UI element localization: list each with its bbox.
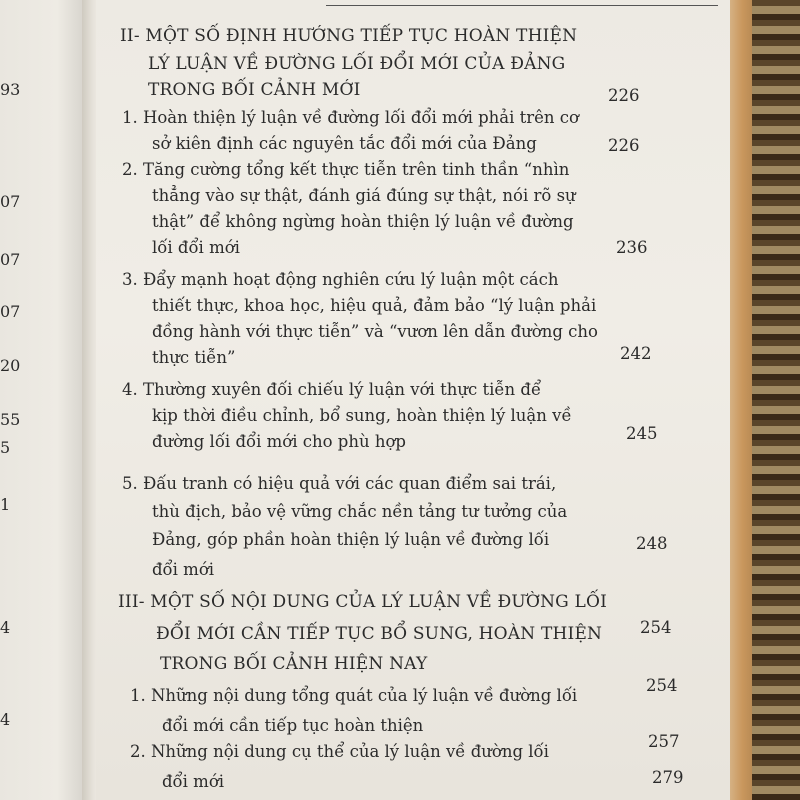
- entry-line: sở kiên định các nguyên tắc đổi mới của Đảng: [152, 134, 537, 153]
- toc-page: [96, 0, 730, 800]
- left-page-number: 55: [0, 410, 21, 429]
- left-page-number: 20: [0, 356, 21, 375]
- entry-line: thẳng vào sự thật, đánh giá đúng sự thật, nói rõ sự: [152, 186, 576, 205]
- entry-line: 5. Đấu tranh có hiệu quả với các quan điểm sai trái,: [122, 474, 557, 493]
- entry-line: thực tiễn”: [152, 348, 236, 367]
- entry-line: 4. Thường xuyên đối chiếu lý luận với thực tiễn để: [122, 380, 542, 399]
- page-number: 226: [608, 136, 640, 155]
- heading-line: ĐỔI MỚI CẦN TIẾP TỤC BỔ SUNG, HOÀN THIỆN: [156, 624, 603, 644]
- entry-line: 2. Những nội dung cụ thể của lý luận về đường lối: [130, 742, 549, 761]
- page-number: 254: [640, 618, 672, 637]
- entry-line: 2. Tăng cường tổng kết thực tiễn trên tinh thần “nhìn: [122, 160, 570, 179]
- entry-line: thiết thực, khoa học, hiệu quả, đảm bảo “lý luận phải: [152, 296, 597, 315]
- left-page-number: 1: [0, 495, 11, 514]
- entry-line: thật” để không ngừng hoàn thiện lý luận về đường: [152, 212, 574, 231]
- entry-line: đổi mới cần tiếp tục hoàn thiện: [162, 716, 424, 735]
- entry-line: đổi mới: [162, 772, 225, 791]
- entry-line: Đảng, góp phần hoàn thiện lý luận về đường lối: [152, 530, 550, 549]
- page-number: 245: [626, 424, 658, 443]
- page-number: 257: [648, 732, 680, 751]
- page-number: 254: [646, 676, 678, 695]
- left-page-number: 4: [0, 710, 11, 729]
- heading-line: TRONG BỐI CẢNH MỚI: [148, 80, 361, 100]
- woven-background: [750, 0, 800, 800]
- entry-line: kịp thời điều chỉnh, bổ sung, hoàn thiện lý luận về: [152, 406, 572, 425]
- left-page-number: 4: [0, 618, 11, 637]
- book-cover-edge: [728, 0, 752, 800]
- entry-line: đồng hành với thực tiễn” và “vươn lên dẫn đường cho: [152, 322, 598, 341]
- entry-line: thù địch, bảo vệ vững chắc nền tảng tư tưởng của: [152, 502, 568, 521]
- left-page-number: 07: [0, 192, 21, 211]
- heading-line: LÝ LUẬN VỀ ĐƯỜNG LỐI ĐỔI MỚI CỦA ĐẢNG: [148, 54, 566, 74]
- page-number: 248: [636, 534, 668, 553]
- entry-line: 3. Đẩy mạnh hoạt động nghiên cứu lý luận một cách: [122, 270, 559, 289]
- entry-line: đổi mới: [152, 560, 215, 579]
- left-page-number: 07: [0, 302, 21, 321]
- heading-line: II- MỘT SỐ ĐỊNH HƯỚNG TIẾP TỤC HOÀN THIỆN: [120, 26, 578, 46]
- page-number: 279: [652, 768, 684, 787]
- heading-line: III- MỘT SỐ NỘI DUNG CỦA LÝ LUẬN VỀ ĐƯỜNG LỐI: [118, 592, 608, 612]
- left-page: [0, 0, 82, 800]
- entry-line: 1. Hoàn thiện lý luận về đường lối đổi mới phải trên cơ: [122, 108, 579, 127]
- entry-line: 1. Những nội dung tổng quát của lý luận về đường lối: [130, 686, 578, 705]
- entry-line: lối đổi mới: [152, 238, 240, 257]
- page-number: 242: [620, 344, 652, 363]
- left-page-number: 93: [0, 80, 21, 99]
- page-number: 236: [616, 238, 648, 257]
- heading-line: TRONG BỐI CẢNH HIỆN NAY: [160, 654, 428, 674]
- entry-line: đường lối đổi mới cho phù hợp: [152, 432, 406, 451]
- left-page-number: 5: [0, 438, 11, 457]
- page-number: 226: [608, 86, 640, 105]
- top-rule: [326, 5, 718, 6]
- left-page-number: 07: [0, 250, 21, 269]
